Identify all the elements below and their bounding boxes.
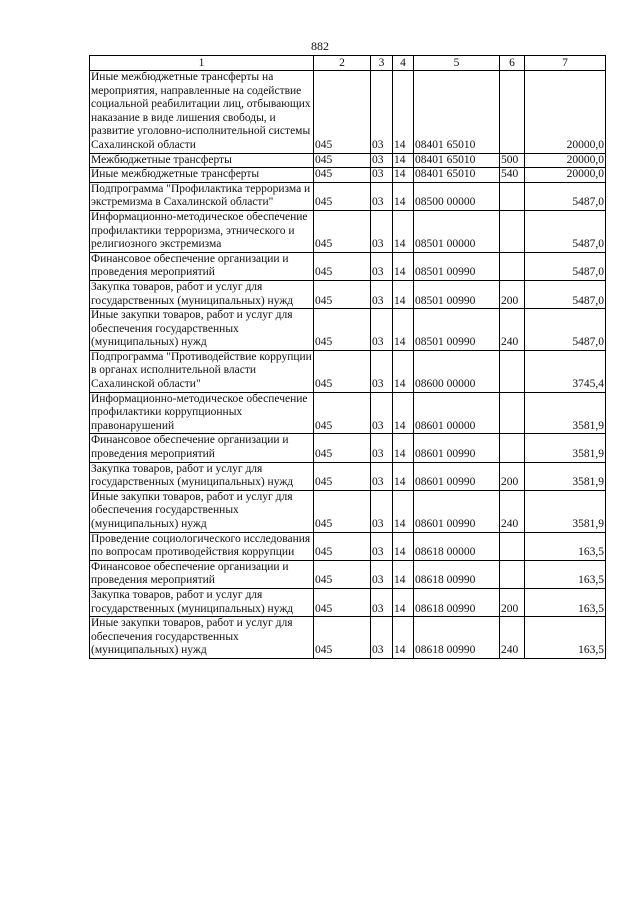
amount-cell: 163,5 bbox=[525, 617, 606, 659]
subsection-code-cell: 14 bbox=[393, 280, 414, 308]
table-row bbox=[90, 210, 606, 252]
ministry-code-cell: 045 bbox=[314, 280, 371, 308]
column-header: 2 bbox=[314, 56, 371, 71]
table-row bbox=[90, 617, 606, 659]
amount-cell: 5487,0 bbox=[525, 182, 606, 210]
target-article-cell: 08500 00000 bbox=[414, 182, 500, 210]
table-row bbox=[90, 280, 606, 308]
subsection-code-cell: 14 bbox=[393, 168, 414, 183]
target-article-cell: 08501 00000 bbox=[414, 210, 500, 252]
expense-type-cell: 500 bbox=[500, 153, 525, 168]
amount-cell: 5487,0 bbox=[525, 252, 606, 280]
table-row bbox=[90, 350, 606, 392]
table-row bbox=[90, 532, 606, 560]
ministry-code-cell: 045 bbox=[314, 588, 371, 616]
section-code-cell: 03 bbox=[371, 309, 393, 351]
subsection-code-cell: 14 bbox=[393, 434, 414, 462]
section-code-cell: 03 bbox=[371, 350, 393, 392]
expense-name-cell: Иные закупки товаров, работ и услуг для обеспечения государственных (муниципальных) нужд bbox=[90, 490, 314, 532]
table-row bbox=[90, 153, 606, 168]
expense-name-cell: Финансовое обеспечение организации и проведения мероприятий bbox=[90, 434, 314, 462]
expense-name-cell: Закупка товаров, работ и услуг для государственных (муниципальных) нужд bbox=[90, 280, 314, 308]
expense-name-cell: Проведение социологического исследования по вопросам противодействия коррупции bbox=[90, 532, 314, 560]
expense-name-cell: Иные межбюджетные трансферты bbox=[90, 168, 314, 183]
target-article-cell: 08501 00990 bbox=[414, 309, 500, 351]
section-code-cell: 03 bbox=[371, 168, 393, 183]
target-article-cell: 08618 00990 bbox=[414, 560, 500, 588]
section-code-cell: 03 bbox=[371, 252, 393, 280]
table-header-row bbox=[90, 56, 606, 71]
section-code-cell: 03 bbox=[371, 490, 393, 532]
target-article-cell: 08401 65010 bbox=[414, 153, 500, 168]
ministry-code-cell: 045 bbox=[314, 350, 371, 392]
subsection-code-cell: 14 bbox=[393, 153, 414, 168]
expense-name-cell: Информационно-методическое обеспечение профилактики терроризма, этнического и религиозного экстремизма bbox=[90, 210, 314, 252]
expense-name-cell: Иные закупки товаров, работ и услуг для обеспечения государственных (муниципальных) нужд bbox=[90, 309, 314, 351]
subsection-code-cell: 14 bbox=[393, 392, 414, 434]
ministry-code-cell: 045 bbox=[314, 462, 371, 490]
expense-type-cell bbox=[500, 252, 525, 280]
expense-name-cell: Иные закупки товаров, работ и услуг для обеспечения государственных (муниципальных) нужд bbox=[90, 617, 314, 659]
amount-cell: 3581,9 bbox=[525, 392, 606, 434]
table-row bbox=[90, 252, 606, 280]
subsection-code-cell: 14 bbox=[393, 560, 414, 588]
target-article-cell: 08401 65010 bbox=[414, 71, 500, 154]
section-code-cell: 03 bbox=[371, 560, 393, 588]
target-article-cell: 08501 00990 bbox=[414, 252, 500, 280]
expense-name-cell: Закупка товаров, работ и услуг для государственных (муниципальных) нужд bbox=[90, 462, 314, 490]
table-row bbox=[90, 588, 606, 616]
subsection-code-cell: 14 bbox=[393, 71, 414, 154]
amount-cell: 163,5 bbox=[525, 560, 606, 588]
section-code-cell: 03 bbox=[371, 617, 393, 659]
target-article-cell: 08618 00000 bbox=[414, 532, 500, 560]
subsection-code-cell: 14 bbox=[393, 588, 414, 616]
subsection-code-cell: 14 bbox=[393, 462, 414, 490]
section-code-cell: 03 bbox=[371, 71, 393, 154]
expense-type-cell bbox=[500, 71, 525, 154]
subsection-code-cell: 14 bbox=[393, 210, 414, 252]
subsection-code-cell: 14 bbox=[393, 350, 414, 392]
expense-name-cell: Финансовое обеспечение организации и проведения мероприятий bbox=[90, 252, 314, 280]
expense-name-cell: Подпрограмма "Профилактика терроризма и экстремизма в Сахалинской области" bbox=[90, 182, 314, 210]
expense-name-cell: Иные межбюджетные трансферты на мероприятия, направленные на содействие социальной реабилитации лиц, отбывающих наказание в виде лишения свободы, и развитие уголовно-исполнительной системы Сахалинской области bbox=[90, 71, 314, 154]
expense-type-cell bbox=[500, 210, 525, 252]
amount-cell: 5487,0 bbox=[525, 309, 606, 351]
ministry-code-cell: 045 bbox=[314, 210, 371, 252]
table-row bbox=[90, 490, 606, 532]
expense-name-cell: Межбюджетные трансферты bbox=[90, 153, 314, 168]
amount-cell: 163,5 bbox=[525, 588, 606, 616]
expense-type-cell: 240 bbox=[500, 490, 525, 532]
expense-type-cell bbox=[500, 350, 525, 392]
subsection-code-cell: 14 bbox=[393, 252, 414, 280]
budget-table bbox=[89, 55, 606, 659]
table-row bbox=[90, 392, 606, 434]
amount-cell: 3745,4 bbox=[525, 350, 606, 392]
target-article-cell: 08601 00990 bbox=[414, 462, 500, 490]
section-code-cell: 03 bbox=[371, 588, 393, 616]
column-header: 6 bbox=[500, 56, 525, 71]
section-code-cell: 03 bbox=[371, 182, 393, 210]
target-article-cell: 08401 65010 bbox=[414, 168, 500, 183]
section-code-cell: 03 bbox=[371, 462, 393, 490]
ministry-code-cell: 045 bbox=[314, 617, 371, 659]
page-number: 882 bbox=[311, 39, 329, 53]
target-article-cell: 08601 00990 bbox=[414, 434, 500, 462]
ministry-code-cell: 045 bbox=[314, 532, 371, 560]
amount-cell: 3581,9 bbox=[525, 462, 606, 490]
column-header: 5 bbox=[414, 56, 500, 71]
column-header: 3 bbox=[371, 56, 393, 71]
section-code-cell: 03 bbox=[371, 153, 393, 168]
table-row bbox=[90, 168, 606, 183]
section-code-cell: 03 bbox=[371, 392, 393, 434]
expense-name-cell: Финансовое обеспечение организации и проведения мероприятий bbox=[90, 560, 314, 588]
expense-type-cell: 200 bbox=[500, 280, 525, 308]
amount-cell: 163,5 bbox=[525, 532, 606, 560]
expense-type-cell: 240 bbox=[500, 309, 525, 351]
section-code-cell: 03 bbox=[371, 434, 393, 462]
column-header: 4 bbox=[393, 56, 414, 71]
column-header: 1 bbox=[90, 56, 314, 71]
ministry-code-cell: 045 bbox=[314, 71, 371, 154]
expense-type-cell bbox=[500, 392, 525, 434]
table-row bbox=[90, 560, 606, 588]
subsection-code-cell: 14 bbox=[393, 490, 414, 532]
target-article-cell: 08600 00000 bbox=[414, 350, 500, 392]
amount-cell: 20000,0 bbox=[525, 71, 606, 154]
amount-cell: 5487,0 bbox=[525, 210, 606, 252]
expense-name-cell: Информационно-методическое обеспечение профилактики коррупционных правонарушений bbox=[90, 392, 314, 434]
table-row bbox=[90, 434, 606, 462]
expense-type-cell bbox=[500, 434, 525, 462]
expense-type-cell bbox=[500, 560, 525, 588]
expense-type-cell: 200 bbox=[500, 462, 525, 490]
table-row bbox=[90, 462, 606, 490]
section-code-cell: 03 bbox=[371, 532, 393, 560]
subsection-code-cell: 14 bbox=[393, 309, 414, 351]
subsection-code-cell: 14 bbox=[393, 617, 414, 659]
section-code-cell: 03 bbox=[371, 210, 393, 252]
amount-cell: 3581,9 bbox=[525, 490, 606, 532]
ministry-code-cell: 045 bbox=[314, 168, 371, 183]
subsection-code-cell: 14 bbox=[393, 182, 414, 210]
expense-type-cell: 200 bbox=[500, 588, 525, 616]
amount-cell: 20000,0 bbox=[525, 153, 606, 168]
target-article-cell: 08501 00990 bbox=[414, 280, 500, 308]
ministry-code-cell: 045 bbox=[314, 252, 371, 280]
ministry-code-cell: 045 bbox=[314, 182, 371, 210]
amount-cell: 20000,0 bbox=[525, 168, 606, 183]
target-article-cell: 08618 00990 bbox=[414, 617, 500, 659]
table-row bbox=[90, 182, 606, 210]
ministry-code-cell: 045 bbox=[314, 434, 371, 462]
expense-type-cell: 240 bbox=[500, 617, 525, 659]
target-article-cell: 08601 00990 bbox=[414, 490, 500, 532]
subsection-code-cell: 14 bbox=[393, 532, 414, 560]
expense-name-cell: Подпрограмма "Противодействие коррупции в органах исполнительной власти Сахалинской области" bbox=[90, 350, 314, 392]
expense-type-cell: 540 bbox=[500, 168, 525, 183]
target-article-cell: 08618 00990 bbox=[414, 588, 500, 616]
table-row bbox=[90, 309, 606, 351]
target-article-cell: 08601 00000 bbox=[414, 392, 500, 434]
column-header: 7 bbox=[525, 56, 606, 71]
ministry-code-cell: 045 bbox=[314, 392, 371, 434]
table-row bbox=[90, 71, 606, 154]
expense-type-cell bbox=[500, 532, 525, 560]
ministry-code-cell: 045 bbox=[314, 309, 371, 351]
section-code-cell: 03 bbox=[371, 280, 393, 308]
expense-type-cell bbox=[500, 182, 525, 210]
amount-cell: 3581,9 bbox=[525, 434, 606, 462]
amount-cell: 5487,0 bbox=[525, 280, 606, 308]
ministry-code-cell: 045 bbox=[314, 490, 371, 532]
ministry-code-cell: 045 bbox=[314, 560, 371, 588]
ministry-code-cell: 045 bbox=[314, 153, 371, 168]
expense-name-cell: Закупка товаров, работ и услуг для государственных (муниципальных) нужд bbox=[90, 588, 314, 616]
